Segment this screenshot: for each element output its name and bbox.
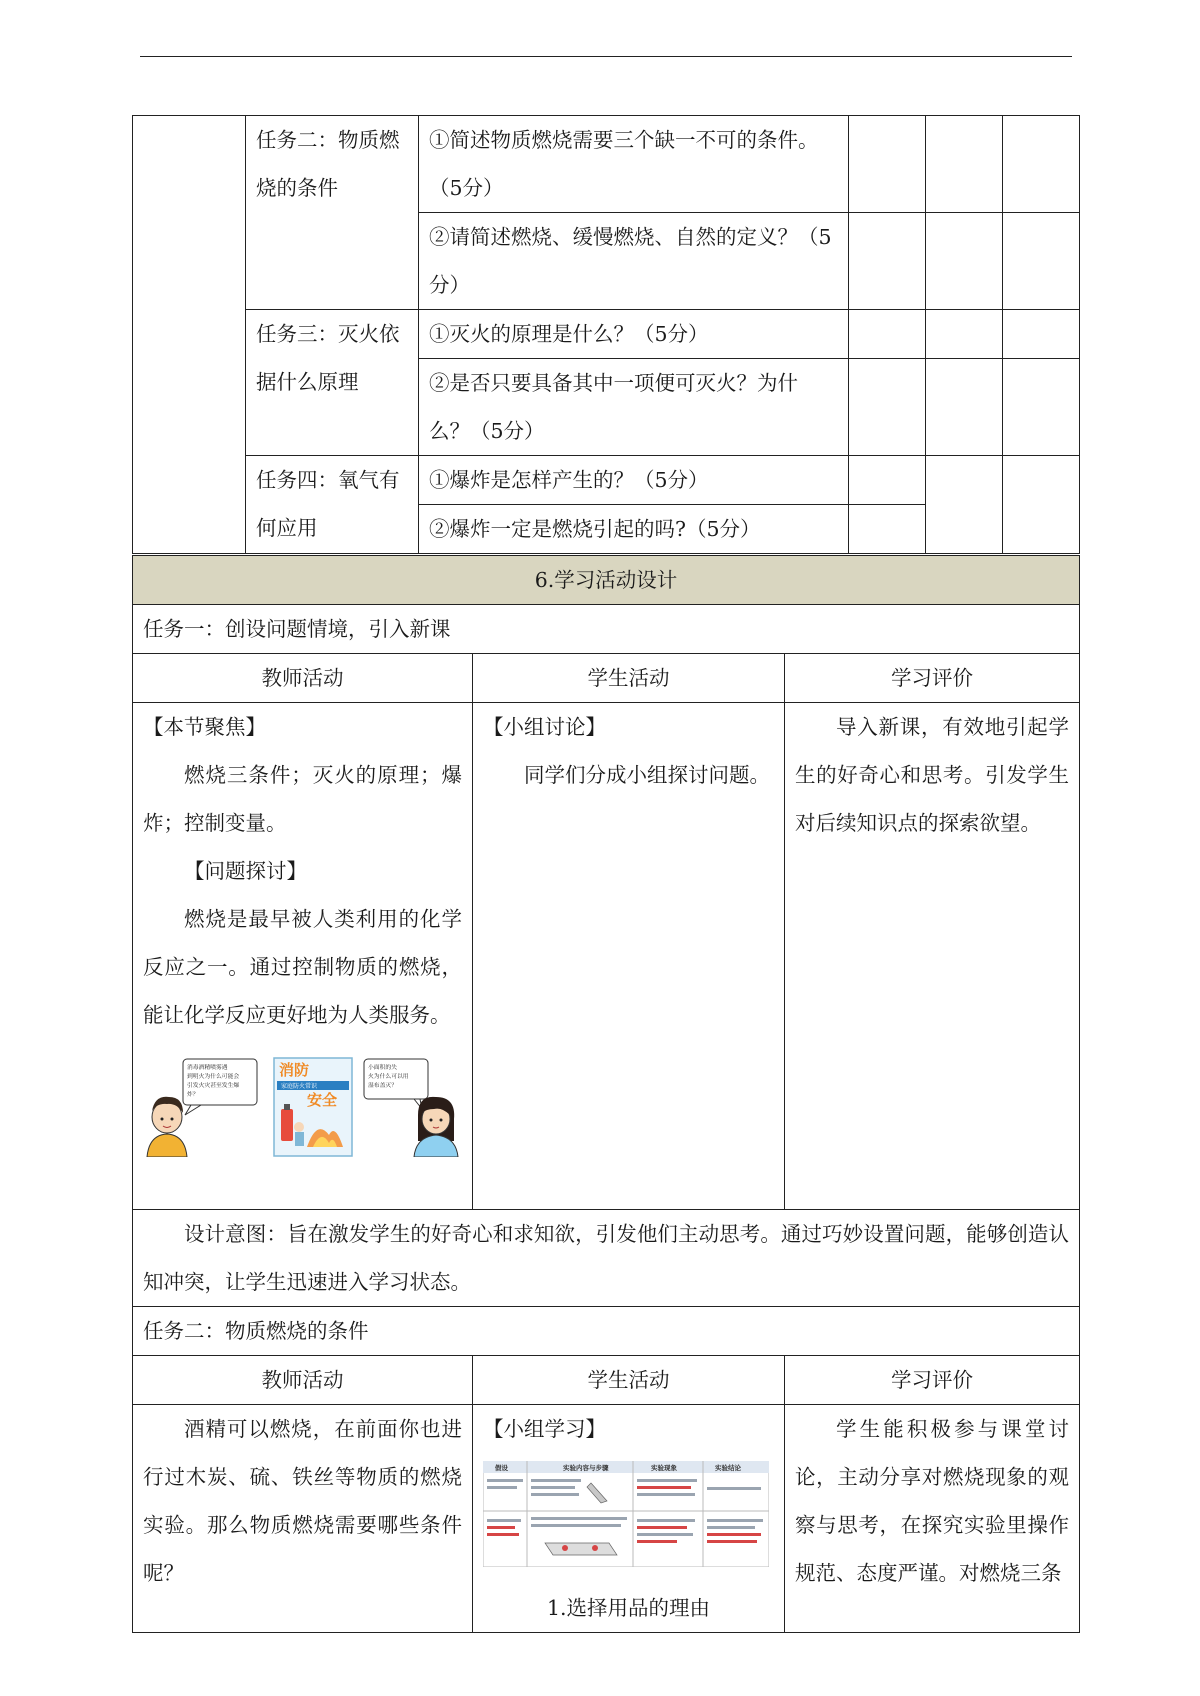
- task-name: 任务二：物质燃烧的条件: [256, 128, 400, 200]
- mini-header-conclusion: 实验结论: [715, 1464, 741, 1472]
- experiment-caption: 1.选择用品的理由: [546, 1596, 711, 1620]
- task-name-cell: [246, 456, 419, 554]
- bubble-right-line2: 火为什么可以用: [368, 1074, 409, 1080]
- poster-title-1: 消防: [278, 1061, 309, 1079]
- question-cell: [419, 359, 849, 456]
- score-cell: [926, 456, 1003, 554]
- mini-header-hypothesis: 假设: [495, 1464, 508, 1472]
- design-intent-text: 设计意图：旨在激发学生的好奇心和求知欲，引发他们主动思考。通过巧妙设置问题，能够创造认知冲突，让学生迅速进入学习状态。: [143, 1222, 1070, 1294]
- girl-with-bubble-image: [362, 1057, 462, 1157]
- student-discuss-heading: 【小组讨论】: [483, 715, 606, 739]
- task-name-cell: [246, 116, 419, 310]
- discuss-text: 燃烧是最早被人类利用的化学反应之一。通过控制物质的燃烧，能让化学反应更好地为人类服务。: [143, 907, 462, 1027]
- bubble-left-line1: 消毒酒精喷雾遇: [187, 1065, 228, 1071]
- blank-merged-cell: [133, 116, 246, 554]
- student-discuss-text: 同学们分成小组探讨问题。: [524, 763, 770, 787]
- question-text: ①爆炸是怎样产生的？（5分）: [429, 468, 709, 492]
- score-cell: [849, 116, 926, 213]
- task2-teacher-text: 酒精可以燃烧，在前面你也进行过木炭、硫、铁丝等物质的燃烧实验。那么物质燃烧需要哪些条件呢？: [143, 1417, 462, 1585]
- score-cell: [1003, 359, 1080, 456]
- score-cell: [1003, 116, 1080, 213]
- question-cell: [419, 213, 849, 310]
- column-header-student: 学生活动: [473, 1356, 785, 1405]
- mini-header-phenomenon: 实验现象: [651, 1464, 677, 1472]
- boy-with-bubble-image: [143, 1057, 263, 1157]
- task1-evaluation-text: 导入新课，有效地引起学生的好奇心和思考。引发学生对后续知识点的探索欲望。: [795, 715, 1070, 835]
- task-name: 任务三：灭火依据什么原理: [256, 322, 400, 394]
- score-cell: [1003, 213, 1080, 310]
- task-score-table: [132, 115, 1080, 554]
- column-header-teacher: 教师活动: [133, 1356, 473, 1405]
- task1-teacher-cell: [133, 703, 473, 1210]
- question-text: ①灭火的原理是什么？（5分）: [429, 322, 709, 346]
- score-cell: [926, 310, 1003, 359]
- task2-teacher-cell: [133, 1405, 473, 1633]
- score-cell: [849, 310, 926, 359]
- score-cell: [849, 359, 926, 456]
- task2-evaluation-text: 学生能积极参与课堂讨论，主动分享对燃烧现象的观察与思考，在探究实验里操作规范、态度严谨。对燃烧三条: [795, 1417, 1070, 1585]
- column-header-evaluation: 学习评价: [785, 654, 1080, 703]
- experiment-table-image: [483, 1461, 769, 1567]
- focus-heading: 【本节聚焦】: [143, 715, 266, 739]
- task1-title: 任务一：创设问题情境，引入新课: [133, 605, 1080, 654]
- question-text: ①简述物质燃烧需要三个缺一不可的条件。（5分）: [429, 128, 819, 200]
- column-header-teacher: 教师活动: [133, 654, 473, 703]
- column-header-student: 学生活动: [473, 654, 785, 703]
- poster-subtitle: 家庭防火常识: [280, 1083, 317, 1090]
- bubble-right-line3: 湿布盖灭？: [368, 1083, 397, 1089]
- section-title: 6.学习活动设计: [133, 556, 1080, 605]
- task2-student-cell: [473, 1405, 785, 1633]
- task2-evaluation-cell: [785, 1405, 1080, 1633]
- task1-student-cell: [473, 703, 785, 1210]
- task-name-cell: [246, 310, 419, 456]
- score-cell: [1003, 456, 1080, 554]
- question-text: ②爆炸一定是燃烧引起的吗?（5分）: [429, 517, 761, 541]
- focus-text: 燃烧三条件；灭火的原理；爆炸；控制变量。: [143, 763, 462, 835]
- column-header-evaluation: 学习评价: [785, 1356, 1080, 1405]
- discuss-heading: 【问题探讨】: [184, 859, 307, 883]
- score-cell: [926, 213, 1003, 310]
- task-name: 任务四：氧气有何应用: [256, 468, 400, 540]
- question-cell: [419, 310, 849, 359]
- header-rule: [140, 56, 1072, 57]
- poster-title-2: 安全: [306, 1091, 337, 1109]
- score-cell: [849, 505, 926, 554]
- question-cell: [419, 505, 849, 554]
- score-cell: [926, 359, 1003, 456]
- score-cell: [926, 116, 1003, 213]
- activity-design-table: [132, 555, 1080, 1633]
- score-cell: [849, 213, 926, 310]
- bubble-left-line3: 引发火灾甚至发生爆: [187, 1083, 240, 1089]
- bubble-left-line2: 到明火为什么可能会: [187, 1074, 240, 1080]
- task2-title: 任务二：物质燃烧的条件: [133, 1307, 1080, 1356]
- student-study-heading: 【小组学习】: [483, 1417, 606, 1441]
- design-intent-cell: [133, 1210, 1080, 1307]
- question-cell: [419, 456, 849, 505]
- question-text: ②请简述燃烧、缓慢燃烧、自然的定义？（5分）: [429, 225, 832, 297]
- bubble-left-line4: 炸？: [187, 1092, 199, 1098]
- fire-safety-poster-image: [273, 1057, 353, 1157]
- score-cell: [1003, 310, 1080, 359]
- question-cell: [419, 116, 849, 213]
- fire-safety-illustration: [143, 1057, 462, 1157]
- score-cell: [849, 456, 926, 505]
- bubble-right-line1: 小面积的失: [368, 1065, 397, 1071]
- task1-evaluation-cell: [785, 703, 1080, 1210]
- mini-header-steps: 实验内容与步骤: [563, 1464, 609, 1472]
- question-text: ②是否只要具备其中一项便可灭火？为什么？（5分）: [429, 371, 798, 443]
